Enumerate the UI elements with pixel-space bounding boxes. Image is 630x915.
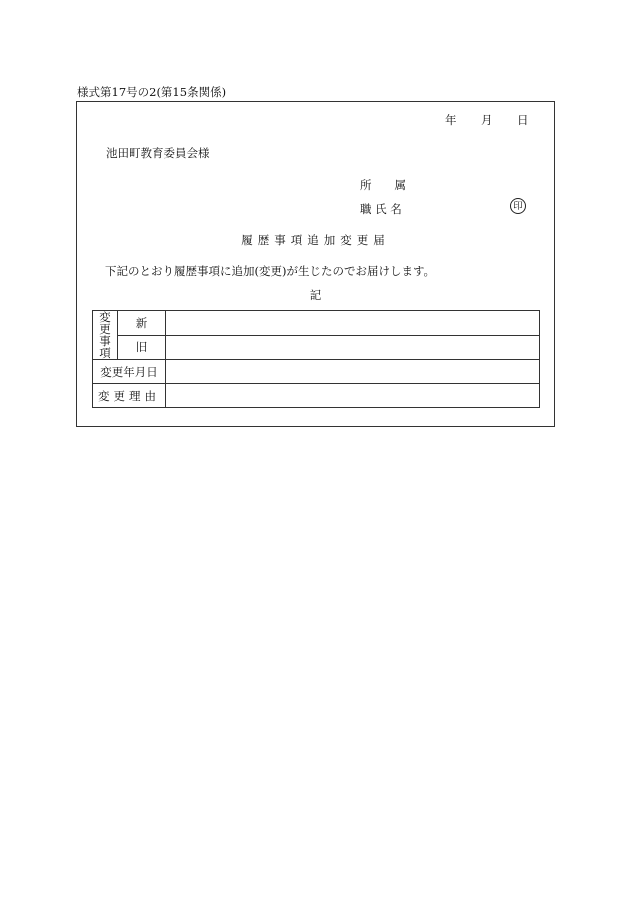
table-row — [93, 384, 540, 408]
notification-form — [76, 101, 555, 427]
new-label: 新 — [118, 311, 166, 336]
old-value-field[interactable] — [166, 335, 540, 360]
document-title: 履歴事項追加変更届 — [241, 233, 390, 247]
change-reason-label: 変更理由 — [93, 384, 166, 408]
change-date-field[interactable] — [166, 360, 540, 384]
new-value-field[interactable] — [166, 311, 540, 336]
seal-mark: 印 — [510, 198, 526, 214]
affiliation-label: 所 属 — [360, 178, 406, 192]
date-line — [77, 112, 554, 128]
change-table — [92, 310, 540, 408]
table-row — [93, 335, 540, 360]
change-date-label: 変更年月日 — [93, 360, 166, 384]
date-year-label: 年 — [445, 113, 457, 127]
addressee: 池田町教育委員会様 — [106, 146, 210, 160]
name-label: 職 氏 名 — [360, 202, 402, 216]
form-number: 様式第17号の2(第15条関係) — [77, 85, 227, 99]
ki-heading: 記 — [309, 288, 322, 302]
body-text: 下記のとおり履歴事項に追加(変更)が生じたのでお届けします。 — [105, 264, 436, 278]
table-row — [93, 311, 540, 336]
table-row — [93, 360, 540, 384]
date-day-label: 日 — [517, 113, 529, 127]
old-label: 旧 — [118, 335, 166, 360]
date-month-label: 月 — [481, 113, 493, 127]
change-reason-field[interactable] — [166, 384, 540, 408]
change-items-label: 変 更 事 項 — [93, 311, 118, 360]
